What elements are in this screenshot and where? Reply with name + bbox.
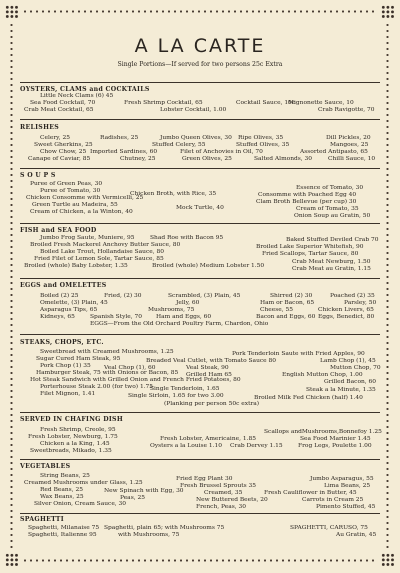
menu-item: Veal Chop (1), 60 (104, 365, 156, 371)
section-rule (20, 168, 380, 169)
menu-item: Chilli Sauce, 10 (328, 156, 376, 162)
menu-item: Carrots in Cream 25 (302, 497, 364, 503)
menu-item: Canape of Caviar, 85 (28, 156, 91, 162)
menu-item: Chicken Livers, 65 (318, 307, 374, 313)
menu-item: Mignonette Sauce, 10 (288, 100, 354, 106)
menu-item: Mock Turtle, 40 (176, 205, 224, 211)
menu-item: Crab Meat Newburg, 1.50 (292, 259, 371, 265)
menu-item: Crab Ravigotte, 70 (318, 107, 375, 113)
menu-item: Spanish Style, 70 (90, 314, 143, 320)
menu-item: Au Gratin, 45 (336, 532, 377, 538)
section-header-relishes: RELISHES (20, 124, 60, 131)
section-header-fish: FISH and SEA FOOD (20, 227, 97, 234)
section-rule (20, 223, 380, 224)
border-bottom (22, 559, 378, 562)
menu-item: French, Peas, 30 (196, 504, 246, 510)
menu-item: Spaghetti, plain 65; with Mushrooms 75 (104, 525, 225, 531)
menu-item: Fresh Shrimp, Creole, 95 (40, 427, 116, 433)
menu-item: Fresh Lobster, Americaine, 1.85 (160, 436, 256, 442)
menu-item: Cheese, 55 (260, 307, 294, 313)
menu-item: Ham or Bacon, 65 (260, 300, 315, 306)
menu-item: Spaghetti, Italienne 95 (28, 532, 97, 538)
section-header-oysters: OYSTERS, CLAMS and COCKTAILS (20, 86, 150, 93)
menu-item: Bacon and Eggs, 60 (256, 314, 316, 320)
menu-item: Filet of Anchovies in Oil, 70 (180, 149, 263, 155)
menu-item: Imported Sardines, 60 (90, 149, 158, 155)
border-top (22, 10, 378, 13)
menu-item: Fresh Shrimp Cocktail, 65 (124, 100, 203, 106)
menu-item: Creamed, 35 (204, 490, 243, 496)
menu-item: Cream of Chicken, a la Winton, 40 (30, 209, 133, 215)
menu-item: Porterhouse Steak 2.00 (for two) 1.75 (40, 384, 154, 390)
section-header-vegetables: VEGETABLES (20, 463, 71, 470)
menu-item: Ripe Olives, 35 (238, 135, 284, 141)
menu-item: String Beans, 25 (40, 473, 90, 479)
menu-item: Shirred (2) 30 (270, 293, 313, 299)
menu-item: Celery, 25 (40, 135, 70, 141)
menu-item: Boiled (2) 25 (40, 293, 79, 299)
page-subtitle: Single Portions—If served for two persons 25c Extra (117, 61, 283, 68)
menu-item: Breaded Veal Cutlet, with Tomato Sauce 80 (146, 358, 277, 364)
menu-item: Creamed Mushrooms under Glass, 1.25 (24, 480, 143, 486)
menu-item: Hot Steak Sandwich with Grilled Onion and French Fried Potatoes, 80 (30, 377, 241, 383)
menu-item: Jumbo Asparagus, 55 (310, 476, 374, 482)
menu-item: Stuffed Olives, 35 (236, 142, 290, 148)
menu-item: Sugar Cured Ham Steak, 95 (36, 356, 121, 362)
menu-item: Salted Almonds, 30 (254, 156, 313, 162)
menu-item: Fried Egg Plant 30 (176, 476, 233, 482)
menu-item: Fried Filet of Lemon Sole, Tartar Sauce, 85 (34, 256, 164, 262)
menu-item: SPAGHETTI, CARUSO, 75 (290, 525, 368, 531)
menu-item: Mutton Chop, 70 (330, 365, 381, 371)
menu-item: Puree of Green Peas, 30 (30, 181, 103, 187)
menu-item: Onion Soup au Gratin, 50 (294, 213, 371, 219)
menu-item: Frog Legs, Poulette 1.00 (298, 443, 372, 449)
menu-item: Jumbo Frog Saute, Muniere, 95 (40, 235, 135, 241)
menu-item: Fried Scallops, Tartar Sauce, 80 (262, 251, 359, 257)
section-header-steaks: STEAKS, CHOPS, ETC. (20, 339, 104, 346)
menu-item: Green Turtle au Madeira, 55 (32, 202, 118, 208)
menu-item: Broiled Lake Superior Whitefish, 90 (256, 244, 364, 250)
menu-item: with Mushrooms, 75 (118, 532, 180, 538)
menu-item: Chicken Broth, with Rice, 35 (130, 191, 217, 197)
border-right (386, 22, 389, 550)
menu-item: Chicken a la King, 1.45 (40, 441, 110, 447)
border-left (10, 22, 13, 550)
menu-item: Lima Beans, 25 (324, 483, 371, 489)
menu-item: Crab Dervey 1.15 (230, 443, 283, 449)
corner-ornament-bottom-left (5, 553, 19, 567)
menu-item: Hamburger Steak, 75 with Onions or Bacon, 85 (36, 370, 179, 376)
menu-item: Ham and Eggs, 60 (156, 314, 212, 320)
menu-item: Scrambled, (3) Plain, 45 (168, 293, 241, 299)
page-title: A LA CARTE (134, 35, 266, 57)
menu-item: Eggs, Benedict, 80 (318, 314, 375, 320)
section-rule (20, 459, 380, 460)
menu-item: Radishes, 25 (100, 135, 139, 141)
section-header-eggs: EGGS and OMELETTES (20, 282, 107, 289)
menu-item: New Buttered Beets, 20 (196, 497, 268, 503)
menu-item: Oysters a la Louise 1.10 (150, 443, 223, 449)
section-rule (20, 119, 380, 120)
menu-item: Shad Roe with Bacon 95 (150, 235, 224, 241)
menu-item: Consomme with Poached Egg 40 (258, 192, 357, 198)
corner-ornament-top-right (381, 5, 395, 19)
menu-item: Veal Steak, 90 (186, 365, 229, 371)
menu-item: Stuffed Celery, 55 (152, 142, 206, 148)
menu-item: Peas, 25 (120, 495, 145, 501)
menu-item: Pimento Stuffed, 45 (316, 504, 376, 510)
menu-item: Sweet Gherkins, 25 (34, 142, 93, 148)
corner-ornament-bottom-right (381, 553, 395, 567)
menu-item: Grilled Ham 65 (186, 372, 232, 378)
eggs-note: EGGS—From the Old Orchard Poultry Farm, Chardon, Ohio (90, 321, 269, 327)
menu-item: Mangoes, 25 (330, 142, 369, 148)
section-rule (20, 412, 380, 413)
menu-item: Single Tenderloin, 1.65 (150, 386, 220, 392)
menu-item: New Spinach with Egg, 30 (104, 488, 184, 494)
menu-item: Steak a la Minute, 1.35 (306, 387, 376, 393)
menu-item: Baked Stuffed Deviled Crab 70 (286, 237, 379, 243)
menu-item: Sea Food Cocktail, 70 (30, 100, 96, 106)
section-rule (20, 278, 380, 279)
menu-item: Sea Food Marinier 1.45 (300, 436, 371, 442)
menu-item: Silver Onion, Cream Sauce, 30 (34, 501, 127, 507)
menu-item: Lamb Chop (1), 45 (320, 358, 376, 364)
menu-item: Lobster Cocktail, 1.00 (160, 107, 227, 113)
section-header-spaghetti: SPAGHETTI (20, 516, 64, 523)
menu-item: Broiled Fresh Mackerel Anchovy Butter Sauce, 80 (30, 242, 181, 248)
menu-item: Chutney, 25 (120, 156, 156, 162)
menu-item: English Mutton Chop, 1.00 (282, 372, 363, 378)
menu-item: Omelette, (3) Plain, 45 (40, 300, 108, 306)
menu-item: Grilled Bacon, 60 (324, 379, 377, 385)
menu-item: Single Sirloin, 1.65 for two 3.00 (128, 393, 224, 399)
menu-item: Clam Broth Bellevue (per cup) 30 (256, 199, 357, 205)
menu-item: Fresh Lobster, Newburg, 1.75 (28, 434, 118, 440)
menu-item: Sweetbread with Creamed Mushrooms, 1.25 (40, 349, 174, 355)
menu-item: Red Beans, 25 (40, 487, 83, 493)
menu-item: Kidneys, 65 (40, 314, 75, 320)
menu-item: Fried, (2) 30 (104, 293, 142, 299)
menu-item: Spaghetti, Milanaise 75 (28, 525, 100, 531)
menu-item: Chow Chow, 25 (40, 149, 87, 155)
menu-item: Chicken Consomme with Vermicelli, 25 (26, 195, 144, 201)
menu-item: Crab Meat au Gratin, 1.15 (292, 266, 371, 272)
menu-item: Essence of Tomato, 30 (296, 185, 364, 191)
menu-item: Little Neck Clams (6) 45 (40, 93, 114, 99)
section-header-soups: S O U P S (20, 172, 56, 179)
menu-item: Dill Pickles, 20 (326, 135, 371, 141)
menu-item: Mushrooms, 75 (148, 307, 195, 313)
section-header-chafing: SERVED IN CHAFING DISH (20, 416, 123, 423)
menu-item: Assorted Antipasto, 65 (300, 149, 368, 155)
menu-item: Poached (2) 35 (330, 293, 375, 299)
menu-item: Pork Chop (1) 35 (40, 363, 91, 369)
menu-item: Parsley, 50 (344, 300, 377, 306)
section-rule (20, 82, 380, 83)
menu-item: Broiled (whole) Medium Lobster 1.50 (152, 263, 265, 269)
menu-item: Filet Mignon, 1.41 (40, 391, 96, 397)
menu-item: Pork Tenderloin Saute with Fried Apples, 90 (232, 351, 365, 357)
menu-item: Cocktail Sauce, 10c (236, 100, 296, 106)
section-rule (20, 334, 380, 335)
menu-item: Jelly, 60 (176, 300, 200, 306)
menu-item: Jumbo Queen Olives, 30 (160, 135, 232, 141)
menu-item: Asparagus Tips, 65 (40, 307, 98, 313)
menu-item: Scallops andMushrooms,Bonnefoy 1.25 (264, 429, 382, 435)
menu-item: Broiled Milk Fed Chicken (half) 1.40 (254, 395, 363, 401)
menu-item: Boiled Lake Trout, Hollandaise Sauce, 80 (40, 249, 164, 255)
section-rule (20, 513, 380, 514)
menu-item: Green Olives, 25 (182, 156, 232, 162)
menu-item: Wax Beans, 25 (40, 494, 84, 500)
menu-item: Crab Meat Cocktail, 65 (24, 107, 94, 113)
menu-item: Cream of Tomato, 35 (296, 206, 359, 212)
corner-ornament-top-left (5, 5, 19, 19)
menu-item: Fresh Cauliflower in Butter, 45 (264, 490, 357, 496)
planking-note: (Planking per person 50c extra) (164, 401, 260, 407)
menu-item: Puree of Tomato, 30 (40, 188, 101, 194)
menu-item: Fresh Brussel Sprouts 35 (180, 483, 257, 489)
menu-item: Broiled (whole) Baby Lobster, 1.35 (24, 263, 128, 269)
menu-item: Sweetbreads, Mikado, 1.35 (30, 448, 112, 454)
